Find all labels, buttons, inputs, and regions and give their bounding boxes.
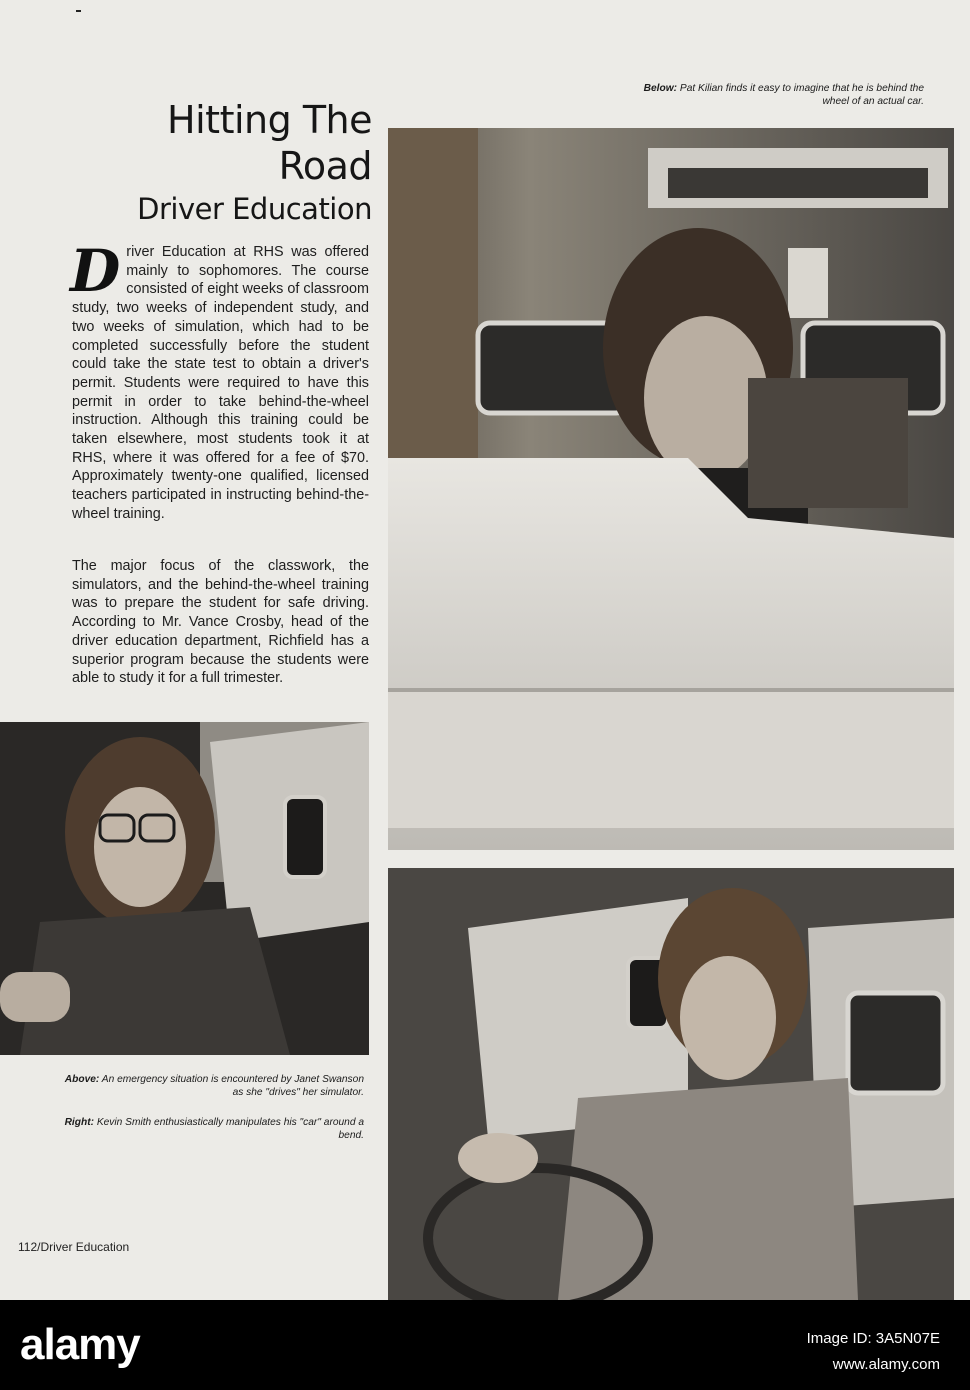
caption-lead: Below: xyxy=(643,83,678,94)
headline-line-1: Hitting The xyxy=(167,98,372,142)
page-mark xyxy=(76,10,81,12)
drop-cap: D xyxy=(70,237,121,305)
caption-text: An emergency situation is encountered by Janet Swanson as she "drives" her simulator. xyxy=(101,1074,364,1099)
caption-lead: Right: xyxy=(64,1117,94,1128)
paragraph-1-text: river Education at RHS was offered mainly to sophomores. The course consisted of eight weeks of classroom study, two weeks of independent study, and two weeks of simulation, which had to be completed successfully before the student could take the state test to obtain a driver's permit. Students were required to have this permit in order to take behind-the-wheel instruction. Although this training could be taken elsewhere, most students took it at RHS, where it was offered for a fee of $70. Approximately twenty-one qualified, licensed teachers participated in instructing behind-the-wheel training. xyxy=(72,244,369,522)
stock-logo: alamy xyxy=(20,1320,140,1369)
stock-footer-bar xyxy=(0,1300,970,1390)
photo-janet-swanson xyxy=(0,722,369,1055)
body-paragraph-1 xyxy=(70,237,369,524)
image-id-info xyxy=(807,1326,940,1378)
caption-lead: Above: xyxy=(64,1074,100,1085)
caption-right xyxy=(64,1116,364,1143)
section-subtitle: Driver Education xyxy=(137,192,372,226)
body-paragraph-2: The major focus of the classwork, the simulators, and the behind-the-wheel training was to prepare the student for safe driving. According to Mr. Vance Crosby, head of the driver education department, Richfield has a superior program because the students were able to study it for a full trimester. xyxy=(72,558,369,687)
caption-below xyxy=(624,82,924,109)
photo-kevin-smith xyxy=(388,868,954,1300)
image-id: Image ID: 3A5N07E xyxy=(806,1330,940,1347)
caption-text: Pat Kilian finds it easy to imagine that he is behind the wheel of an actual car. xyxy=(679,83,924,108)
stock-url: www.alamy.com xyxy=(832,1356,940,1373)
caption-text: Kevin Smith enthusiastically manipulates his "car" around a bend. xyxy=(96,1117,364,1142)
headline-line-2: Road xyxy=(278,144,372,188)
photo-pat-kilian xyxy=(388,128,954,850)
caption-above xyxy=(64,1073,364,1100)
page-folio: 112/Driver Education xyxy=(18,1240,130,1254)
